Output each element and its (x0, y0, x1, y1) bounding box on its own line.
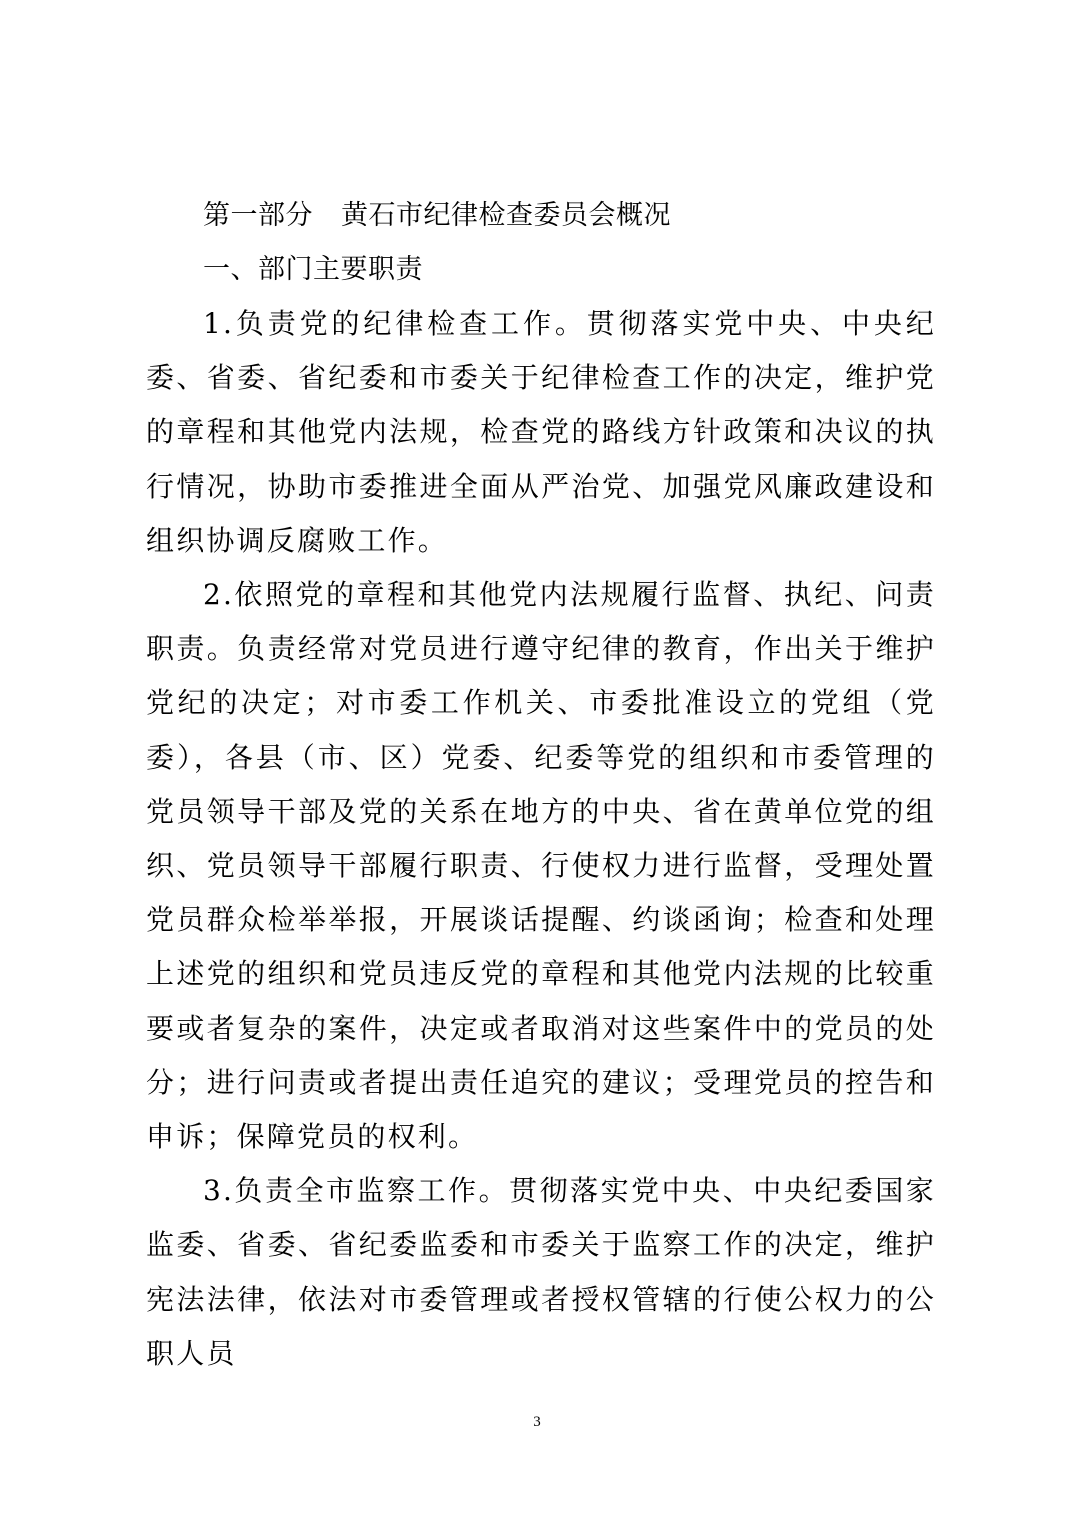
paragraph-duty-2: 2.依照党的章程和其他党内法规履行监督、执纪、问责职责。负责经常对党员进行遵守纪律的教育，作出关于维护党纪的决定；对市委工作机关、市委批准设立的党组（党委），各县（市、区）党委、纪委等党的组织和市委管理的党员领导干部及党的关系在地方的中央、省在黄单位党的组织、党员领导干部履行职责、行使权力进行监督，受理处置党员群众检举举报，开展谈话提醒、约谈函询；检查和处理上述党的组织和党员违反党的章程和其他党内法规的比较重要或者复杂的案件，决定或者取消对这些案件中的党员的处分；进行问责或者提出责任追究的建议；受理党员的控告和申诉；保障党员的权利。 (146, 578, 936, 1154)
section-heading: 一、部门主要职责 (203, 254, 423, 285)
part-label: 第一部分 (203, 200, 313, 231)
part-title: 黄石市纪律检查委员会概况 (341, 200, 671, 231)
paragraph-duty-3: 3.负责全市监察工作。贯彻落实党中央、中央纪委国家监委、省委、省纪委监委和市委关于监察工作的决定，维护宪法法律，依法对市委管理或者授权管辖的行使公权力的公职人员 (146, 1174, 936, 1370)
paragraph-duty-1: 1.负责党的纪律检查工作。贯彻落实党中央、中央纪委、省委、省纪委和市委关于纪律检查工作的决定，维护党的章程和其他党内法规，检查党的路线方针政策和决议的执行情况，协助市委推进全面从严治党、加强党风廉政建设和组织协调反腐败工作。 (146, 307, 936, 557)
part-heading (203, 196, 671, 236)
body-text (146, 297, 936, 1381)
page-number: 3 (533, 1414, 541, 1430)
